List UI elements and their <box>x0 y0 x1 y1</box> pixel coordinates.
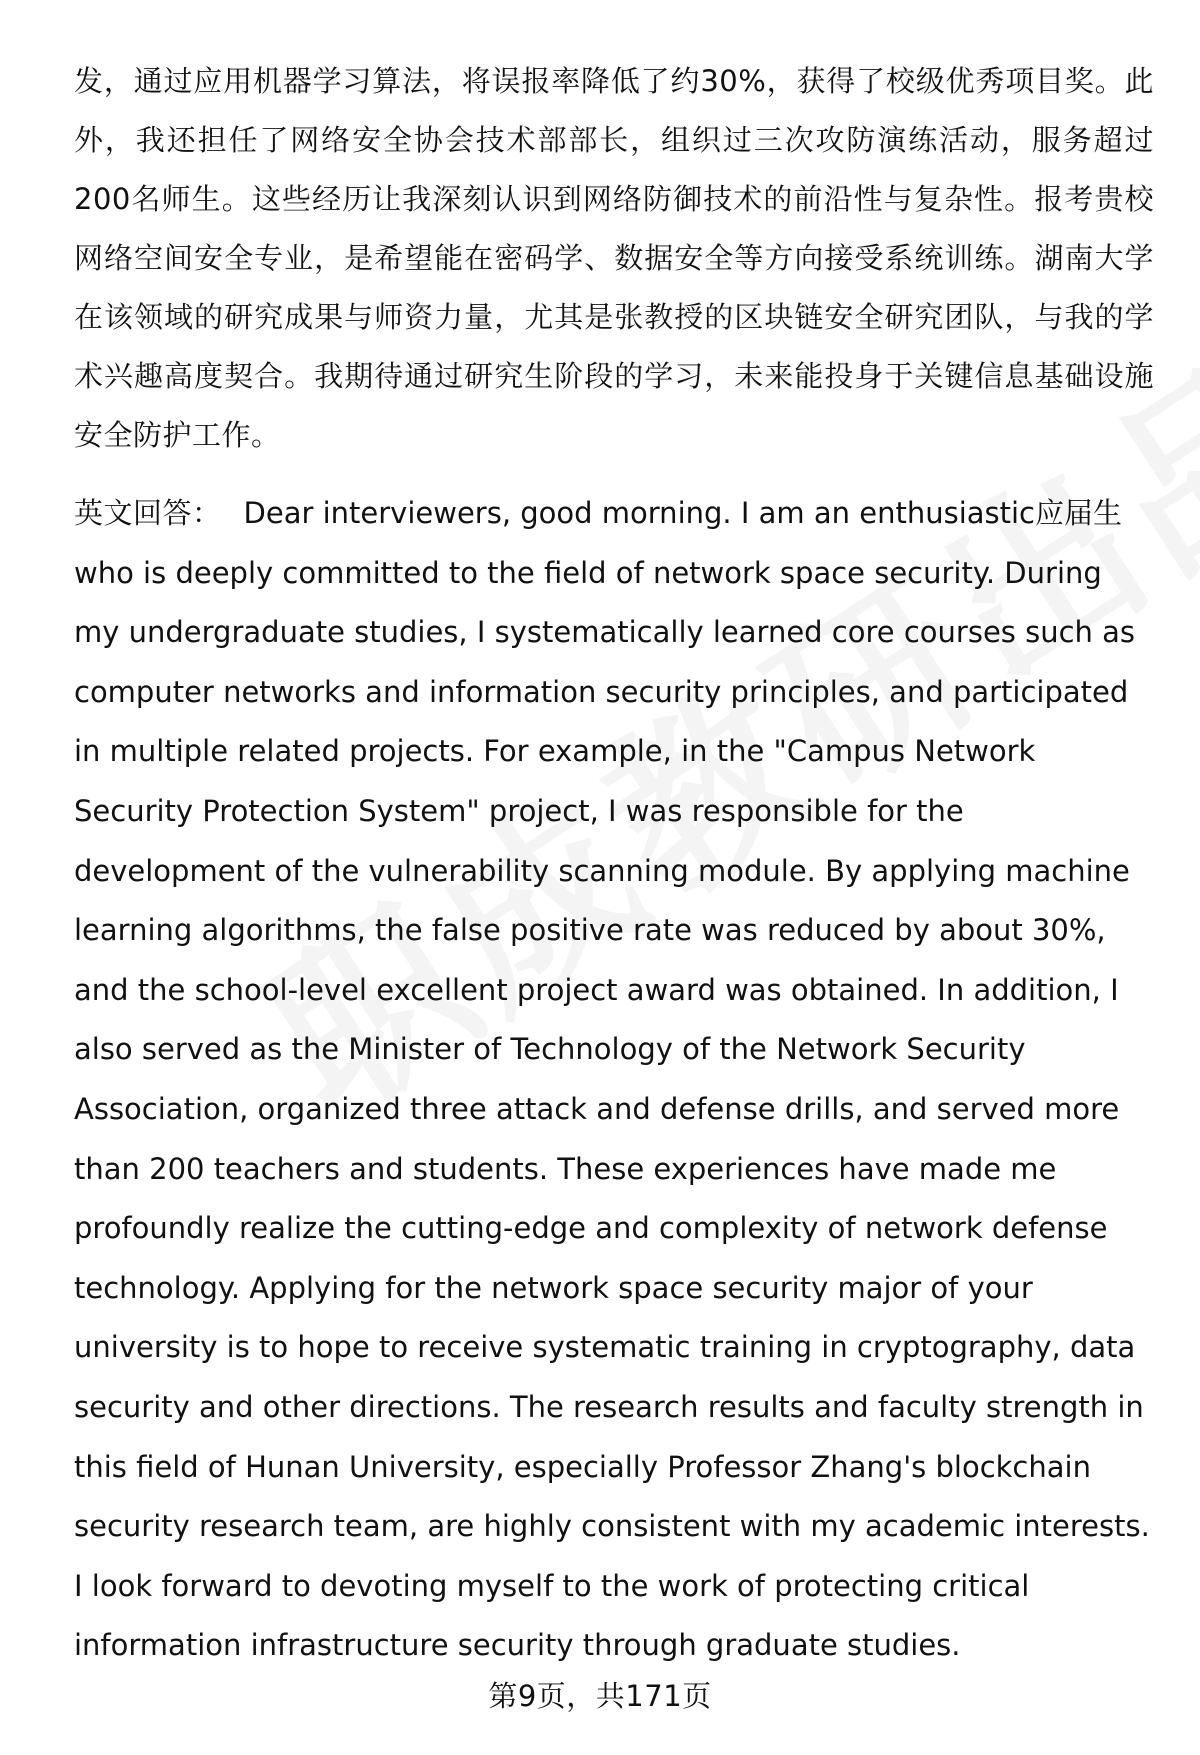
chinese-answer-paragraph: 发，通过应用机器学习算法，将误报率降低了约30%，获得了校级优秀项目奖。此外，我还担任了网络安全协会技术部部长，组织过三次攻防演练活动，服务超过200名师生。这些经历让我深刻认识到网络防御技术的前沿性与复杂性。报考贵校网络空间安全专业，是希望能在密码学、数据安全等方向接受系统训练。湖南大学在该领域的研究成果与师资力量，尤其是张教授的区块链安全研究团队，与我的学术兴趣高度契合。我期待通过研究生阶段的学习，未来能投身于关键信息基础设施安全防护工作。 <box>74 64 1154 452</box>
page-number-footer: 第9页，共171页 <box>488 1679 712 1713</box>
english-answer-paragraph <box>74 484 1154 1676</box>
english-answer-text: Dear interviewers, good morning. I am an enthusiastic应届生 who is deeply committed to the field of network space security. During my undergraduate studies, I systematically learned core courses such as computer networks and information security principles, and participated in multiple related projects. For example, in the "Campus Network Security Protection System" project, I was responsible for the development of the vulnerability scanning module. By applying machine learning algorithms, the false positive rate was reduced by about 30%, and the school-level excellent project award was obtained. In addition, I also served as the Minister of Technology of the Network Security Association, organized three attack and defense drills, and served more than 200 teachers and students. These experiences have made me profoundly realize the cutting-edge and complexity of network defense technology. Applying for the network space security major of your university is to hope to receive systematic training in cryptography, data security and other directions. The research results and faculty strength in this field of Hunan University, especially Professor Zhang's blockchain security research team, are highly consistent with my academic interests. I look forward to devoting myself to the work of protecting critical information infrastructure security through graduate studies. <box>74 496 1150 1663</box>
english-answer-label: 英文回答： <box>74 496 222 530</box>
document-body <box>74 52 1154 1676</box>
